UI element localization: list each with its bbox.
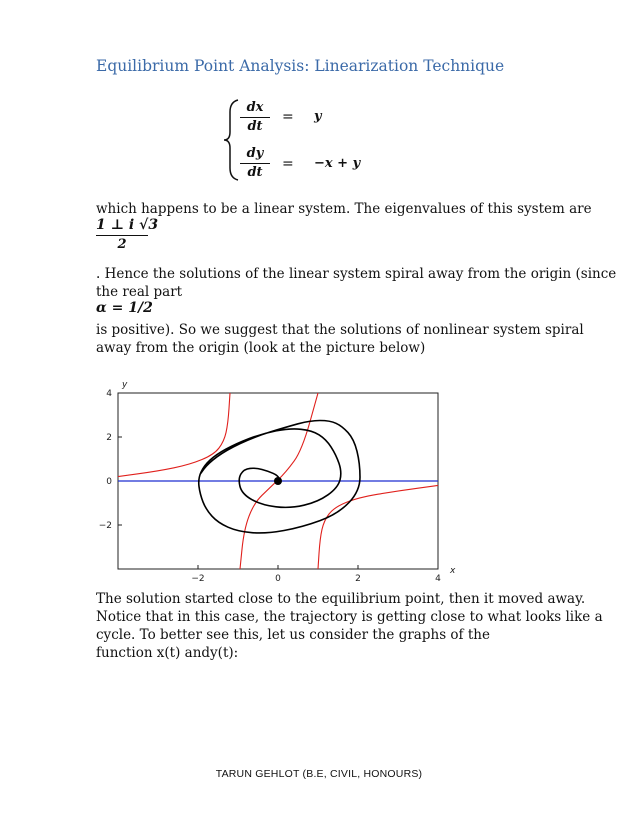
paragraph-trajectory-line3: cycle. To better see this, let us consider the graphs of the bbox=[96, 627, 490, 643]
paragraph-trajectory-line1: The solution started close to the equilibrium point, then it moved away. bbox=[96, 591, 586, 607]
eq1-fraction-bar bbox=[240, 117, 270, 118]
equilibrium-point bbox=[274, 477, 282, 485]
eq2-denominator: dt bbox=[247, 165, 263, 180]
eq2-equals: = bbox=[282, 156, 294, 172]
left-brace-icon bbox=[222, 98, 242, 182]
y-tick-label: 4 bbox=[106, 389, 112, 399]
paragraph-trajectory-line4: function x(t) andy(t): bbox=[96, 645, 239, 661]
phase-portrait-chart bbox=[90, 375, 460, 587]
y-tick-label: −2 bbox=[98, 521, 112, 531]
x-axis-label: x bbox=[450, 566, 456, 576]
paragraph-eigenvalues: which happens to be a linear system. The eigenvalues of this system are bbox=[96, 201, 592, 217]
y-axis-label: y bbox=[122, 380, 128, 390]
alpha-equation: α = 1/2 bbox=[96, 300, 153, 316]
eigenvalue-fraction-bar bbox=[96, 235, 148, 236]
x-tick-label: 2 bbox=[355, 574, 361, 584]
eq1-denominator: dt bbox=[247, 119, 263, 134]
page-footer: TARUN GEHLOT (B.E, CIVIL, HONOURS) bbox=[215, 768, 423, 780]
x-tick-label: 0 bbox=[275, 574, 281, 584]
section-heading: Equilibrium Point Analysis: Linearization Technique bbox=[96, 57, 505, 75]
y-tick-label: 2 bbox=[106, 433, 112, 443]
paragraph-spiral-line2: the real part bbox=[96, 284, 183, 300]
y-tick-label: 0 bbox=[106, 477, 112, 487]
paragraph-trajectory-line2: Notice that in this case, the trajectory is getting close to what looks like a bbox=[96, 609, 603, 625]
paragraph-positive-line2: away from the origin (look at the picture below) bbox=[96, 340, 426, 356]
nullcline-curve bbox=[318, 485, 438, 569]
ode-system bbox=[222, 98, 362, 182]
eq1-rhs: y bbox=[314, 109, 322, 124]
trajectory-curve bbox=[199, 421, 360, 533]
x-tick-label: −2 bbox=[191, 574, 205, 584]
nullcline-curve bbox=[118, 393, 230, 477]
eigenvalue-denominator: 2 bbox=[117, 237, 127, 252]
eq2-numerator: dy bbox=[246, 146, 264, 161]
eq2-rhs: −x + y bbox=[314, 156, 361, 171]
eq1-equals: = bbox=[282, 109, 294, 125]
eq1-numerator: dx bbox=[246, 100, 264, 115]
eq2-fraction-bar bbox=[240, 163, 270, 164]
x-tick-label: 4 bbox=[435, 574, 441, 584]
paragraph-positive-line1: is positive). So we suggest that the solutions of nonlinear system spiral bbox=[96, 322, 584, 338]
eigenvalue-numerator: 1 ⊥ i √3 bbox=[96, 217, 159, 233]
paragraph-spiral-line1: . Hence the solutions of the linear system spiral away from the origin (since bbox=[96, 266, 617, 282]
